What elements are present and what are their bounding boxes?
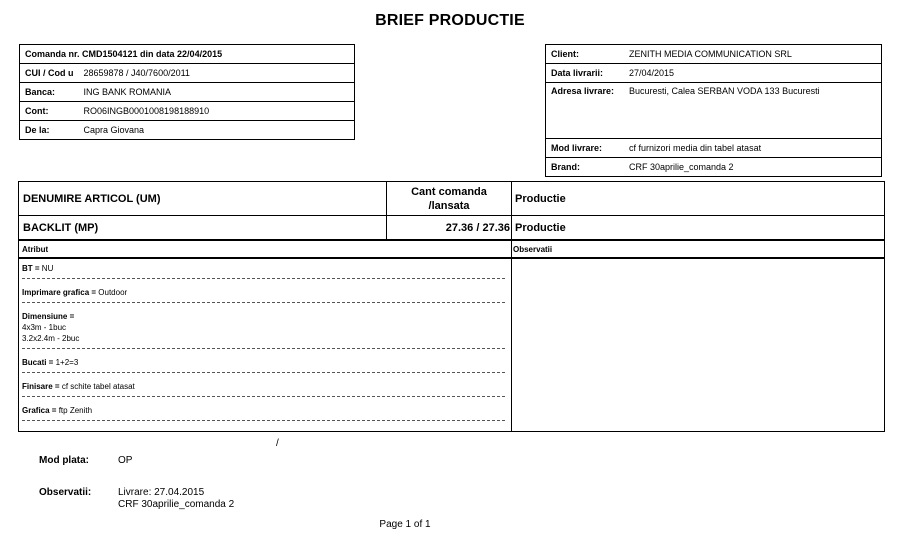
observations-header: Observatii	[513, 244, 553, 254]
article-row	[19, 216, 884, 241]
delivery-date-label: Data livrarii:	[546, 64, 625, 83]
quantity-header-line1: Cant comanda	[411, 185, 487, 198]
cui-label: CUI / Cod u	[20, 64, 79, 83]
delivery-date-value: 27/04/2015	[624, 64, 882, 83]
bank-value: ING BANK ROMANIA	[79, 83, 355, 102]
article-quantity: 27.36 / 27.36	[445, 221, 510, 234]
subheader-row	[19, 241, 884, 259]
from-value: Capra Giovana	[79, 121, 355, 140]
brand-label: Brand:	[546, 158, 625, 177]
delivery-mode-value: cf furnizori media din tabel atasat	[624, 139, 882, 158]
from-label: De la:	[20, 121, 79, 140]
bank-label: Banca:	[20, 83, 79, 102]
col-divider-2	[511, 182, 512, 431]
client-value: ZENITH MEDIA COMMUNICATION SRL	[624, 45, 882, 64]
delivery-mode-label: Mod livrare:	[546, 139, 625, 158]
attribute-item: Grafica = ftp Zenith	[22, 397, 505, 421]
quantity-header	[387, 182, 511, 215]
address-value: Bucuresti, Calea SERBAN VODA 133 Bucuresti	[624, 83, 882, 139]
attribute-item: Bucati = 1+2=3	[22, 349, 505, 373]
account-label: Cont:	[20, 102, 79, 121]
client-label: Client:	[546, 45, 625, 64]
account-value: RO06INGB0001008198188910	[79, 102, 355, 121]
attribute-list	[22, 261, 505, 421]
payment-mode-label: Mod plata:	[39, 455, 89, 466]
slash-mark: /	[276, 438, 279, 449]
observations-line1: Livrare: 27.04.2015	[118, 487, 205, 498]
article-production: Productie	[515, 221, 566, 234]
production-header: Productie	[515, 192, 566, 205]
attribute-item: Finisare = cf schite tabel atasat	[22, 373, 505, 397]
attribute-header: Atribut	[22, 244, 49, 254]
cui-value: 28659878 / J40/7600/2011	[79, 64, 355, 83]
table-header-row	[19, 182, 884, 216]
attribute-item: Dimensiune = 4x3m - 1buc 3.2x2.4m - 2buc	[22, 303, 505, 349]
quantity-header-line2: /lansata	[428, 199, 470, 212]
order-info-box	[19, 44, 355, 140]
production-table	[18, 181, 885, 432]
article-name-header: DENUMIRE ARTICOL (UM)	[23, 192, 161, 205]
payment-mode-value: OP	[118, 455, 133, 466]
observations-label: Observatii:	[39, 487, 92, 498]
address-label: Adresa livrare:	[546, 83, 625, 139]
col-divider-1	[386, 182, 387, 241]
client-info-box	[545, 44, 882, 177]
attribute-item: Imprimare grafica = Outdoor	[22, 279, 505, 303]
brand-value: CRF 30aprilie_comanda 2	[624, 158, 882, 177]
attribute-item: BT = NU	[22, 261, 505, 279]
article-name: BACKLIT (MP)	[23, 221, 99, 234]
page-title: BRIEF PRODUCTIE	[375, 12, 525, 29]
order-number: Comanda nr. CMD1504121 din data 22/04/2015	[20, 45, 355, 64]
page-number: Page 1 of 1	[379, 519, 431, 530]
observations-line2: CRF 30aprilie_comanda 2	[118, 499, 235, 510]
